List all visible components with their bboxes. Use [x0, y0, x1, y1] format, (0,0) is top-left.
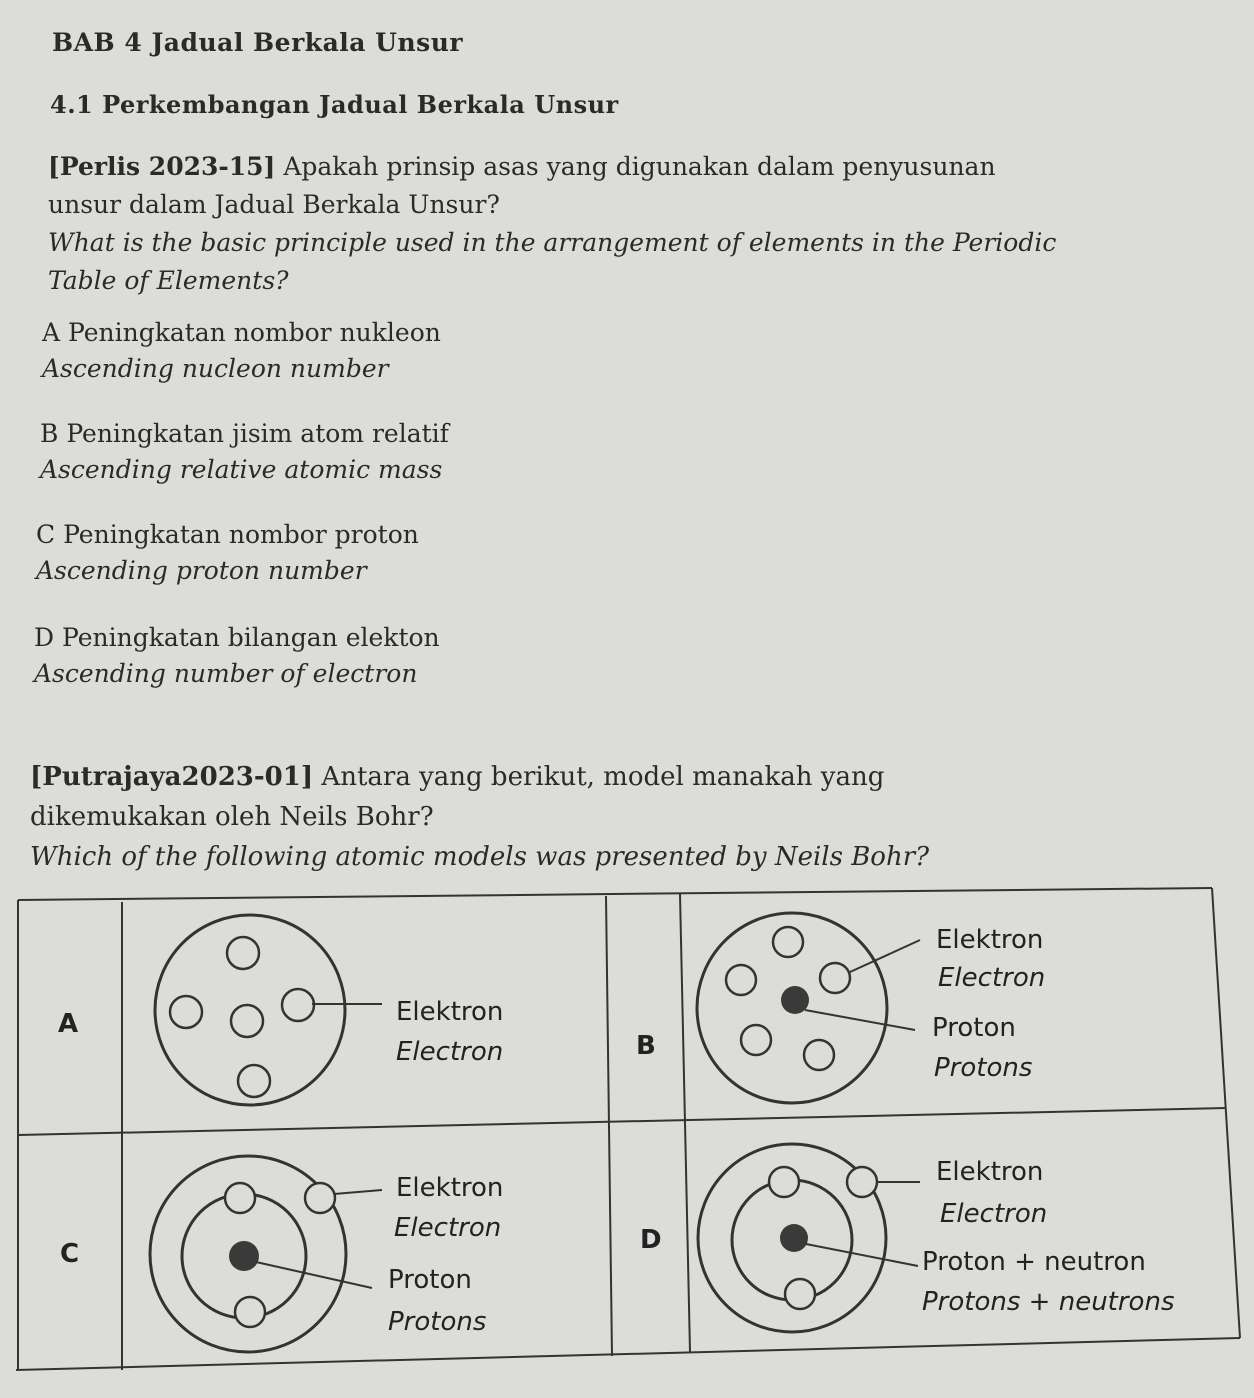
option-letter: C	[36, 520, 56, 549]
option-text-en: Ascending nucleon number	[42, 354, 389, 383]
electron-icon	[820, 963, 850, 993]
option-a	[42, 315, 441, 387]
question-2-source: [Putrajaya2023-01]	[30, 762, 314, 792]
option-text-ms: Peningkatan bilangan elekton	[62, 623, 440, 652]
model-d-label1-ms: Elektron	[936, 1157, 1044, 1187]
question-1-text-ms-2: unsur dalam Jadual Berkala Unsur?	[48, 190, 500, 219]
model-d-letter: D	[640, 1225, 662, 1255]
electron-icon	[726, 965, 756, 995]
option-text-ms: Peningkatan nombor nukleon	[68, 318, 441, 347]
chapter-title: BAB 4 Jadual Berkala Unsur	[52, 28, 464, 57]
option-text-ms: Peningkatan nombor proton	[63, 520, 419, 549]
model-d	[640, 1144, 1174, 1332]
electron-icon	[741, 1025, 771, 1055]
electron-icon	[769, 1167, 799, 1197]
electron-icon	[235, 1297, 265, 1327]
atom-a-outline	[155, 915, 345, 1105]
pointer-line	[256, 1262, 372, 1288]
pointer-line	[850, 940, 920, 972]
electron-icon	[305, 1183, 335, 1213]
atomic-models-table	[0, 880, 1254, 1398]
electron-icon	[804, 1040, 834, 1070]
question-2-text-en: Which of the following atomic models was presented by Neils Bohr?	[30, 842, 930, 872]
model-c-label2-en: Protons	[388, 1307, 487, 1337]
option-letter: B	[40, 419, 59, 448]
option-text-en: Ascending proton number	[36, 556, 367, 585]
electron-icon	[282, 989, 314, 1021]
pointer-line	[805, 1010, 915, 1030]
section-title: 4.1 Perkembangan Jadual Berkala Unsur	[50, 90, 619, 119]
model-d-label1-en: Electron	[940, 1199, 1048, 1229]
model-b-letter: B	[636, 1031, 656, 1061]
model-a-letter: A	[58, 1009, 79, 1039]
model-a-label-en: Electron	[396, 1037, 504, 1067]
model-c-label1-en: Electron	[394, 1213, 502, 1243]
electron-icon	[773, 927, 803, 957]
question-1-text-en-1: What is the basic principle used in the arrangement of elements in the Periodic	[48, 228, 1057, 257]
model-b	[636, 913, 1045, 1103]
question-1-source: [Perlis 2023-15]	[48, 152, 276, 181]
electron-icon	[227, 937, 259, 969]
question-2	[30, 757, 929, 877]
model-c-label1-ms: Elektron	[396, 1173, 504, 1203]
model-a	[58, 915, 503, 1105]
nucleus-icon	[780, 1224, 808, 1252]
option-text-ms: Peningkatan jisim atom relatif	[66, 419, 449, 448]
electron-icon	[231, 1005, 263, 1037]
pointer-line	[806, 1244, 918, 1266]
pointer-line	[334, 1190, 382, 1194]
model-c	[60, 1156, 503, 1352]
electron-icon	[238, 1065, 270, 1097]
option-text-en: Ascending relative atomic mass	[40, 455, 443, 484]
model-d-label2-en: Protons + neutrons	[922, 1287, 1175, 1317]
model-c-label2-ms: Proton	[388, 1265, 472, 1295]
proton-icon	[781, 986, 809, 1014]
electron-icon	[785, 1279, 815, 1309]
model-b-label2-en: Protons	[934, 1053, 1033, 1083]
proton-icon	[229, 1241, 259, 1271]
option-c	[36, 517, 419, 589]
option-letter: D	[34, 623, 55, 652]
question-1-text-en-2: Table of Elements?	[48, 266, 289, 295]
electron-icon	[225, 1183, 255, 1213]
electron-icon	[847, 1167, 877, 1197]
option-b	[40, 416, 449, 488]
option-letter: A	[42, 318, 61, 347]
question-1	[48, 148, 1056, 300]
option-text-en: Ascending number of electron	[34, 659, 418, 688]
model-a-label-ms: Elektron	[396, 997, 504, 1027]
question-2-text-ms-1: Antara yang berikut, model manakah yang	[321, 762, 885, 792]
model-d-label2-ms: Proton + neutron	[922, 1247, 1146, 1277]
model-b-label1-ms: Elektron	[936, 925, 1044, 955]
model-b-label1-en: Electron	[938, 963, 1046, 993]
question-1-text-ms-1: Apakah prinsip asas yang digunakan dalam penyusunan	[283, 152, 996, 181]
question-2-text-ms-2: dikemukakan oleh Neils Bohr?	[30, 802, 434, 832]
electron-icon	[170, 996, 202, 1028]
model-b-label2-ms: Proton	[932, 1013, 1016, 1043]
model-c-letter: C	[60, 1239, 80, 1269]
option-d	[34, 620, 440, 692]
